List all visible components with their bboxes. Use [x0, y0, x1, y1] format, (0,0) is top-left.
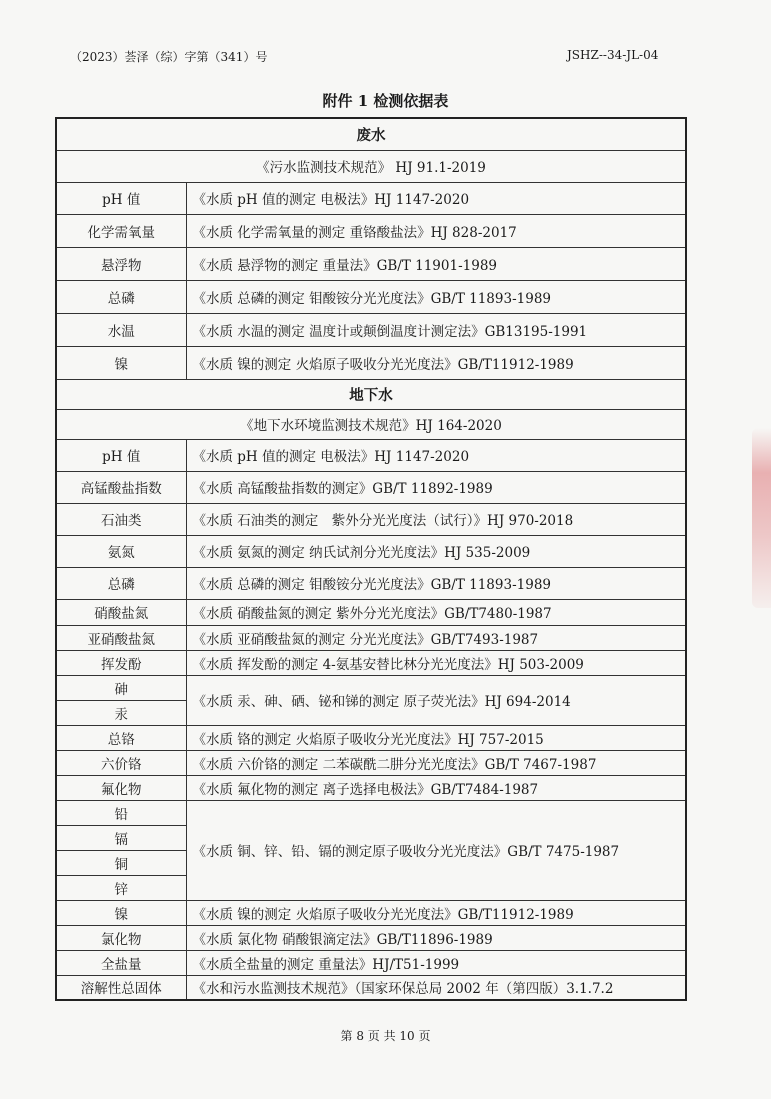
- table-row: [56, 182, 686, 214]
- item-name: pH 值: [56, 439, 186, 471]
- table-row: [56, 800, 686, 825]
- item-name: pH 值: [56, 182, 186, 214]
- method-cell: 《水质 铬的测定 火焰原子吸收分光光度法》HJ 757-2015: [186, 725, 686, 750]
- table-row: [56, 725, 686, 750]
- method-cell: 《水质 水温的测定 温度计或颠倒温度计测定法》GB13195-1991: [186, 313, 686, 346]
- method-cell: 《水质 铜、锌、铅、镉的测定原子吸收分光光度法》GB/T 7475-1987: [186, 800, 686, 900]
- table-row: [56, 503, 686, 535]
- item-name: 铅: [56, 800, 186, 825]
- table-row: [56, 599, 686, 625]
- method-cell: 《水质 镍的测定 火焰原子吸收分光光度法》GB/T11912-1989: [186, 346, 686, 379]
- item-name: 硝酸盐氮: [56, 599, 186, 625]
- table-row: [56, 247, 686, 280]
- table-row: [56, 346, 686, 379]
- method-cell: 《水质 硝酸盐氮的测定 紫外分光光度法》GB/T7480-1987: [186, 599, 686, 625]
- table-row: [56, 214, 686, 247]
- item-name: 砷: [56, 675, 186, 700]
- page-number: 第 8 页 共 10 页: [340, 1029, 431, 1043]
- method-cell: 《水质 悬浮物的测定 重量法》GB/T 11901-1989: [186, 247, 686, 280]
- report-number: （2023）荟泽（综）字第（341）号: [70, 50, 268, 64]
- groundwater-standard: 《地下水环境监测技术规范》HJ 164-2020: [56, 409, 686, 439]
- method-cell: 《水质 高锰酸盐指数的测定》GB/T 11892-1989: [186, 471, 686, 503]
- item-name: 六价铬: [56, 750, 186, 775]
- method-cell: 《水质 氨氮的测定 纳氏试剂分光光度法》HJ 535-2009: [186, 535, 686, 567]
- item-name: 氟化物: [56, 775, 186, 800]
- table-row: [56, 775, 686, 800]
- table-row: [56, 567, 686, 599]
- form-code: JSHZ--34-JL-04: [567, 48, 659, 62]
- method-cell: 《水质 汞、砷、硒、铋和锑的测定 原子荧光法》HJ 694-2014: [186, 675, 686, 725]
- section-title-wastewater: 废水: [56, 118, 686, 150]
- table-row: [56, 439, 686, 471]
- item-name: 溶解性总固体: [56, 975, 186, 1000]
- method-cell: 《水质 化学需氧量的测定 重铬酸盐法》HJ 828-2017: [186, 214, 686, 247]
- method-cell: 《水质 总磷的测定 钼酸铵分光光度法》GB/T 11893-1989: [186, 567, 686, 599]
- page-title: 附件 1 检测依据表: [322, 92, 449, 110]
- method-cell: 《水质 石油类的测定 紫外分光光度法（试行）》HJ 970-2018: [186, 503, 686, 535]
- table-row: [56, 925, 686, 950]
- table-row: [56, 313, 686, 346]
- item-name: 铜: [56, 850, 186, 875]
- item-name: 氨氮: [56, 535, 186, 567]
- method-cell: 《水质 镍的测定 火焰原子吸收分光光度法》GB/T11912-1989: [186, 900, 686, 925]
- item-name: 镍: [56, 346, 186, 379]
- item-name: 镉: [56, 825, 186, 850]
- method-cell: 《水质 氯化物 硝酸银滴定法》GB/T11896-1989: [186, 925, 686, 950]
- table-row: [56, 471, 686, 503]
- table-row: [56, 975, 686, 1000]
- method-cell: 《水质 总磷的测定 钼酸铵分光光度法》GB/T 11893-1989: [186, 280, 686, 313]
- table-row: [56, 650, 686, 675]
- item-name: 石油类: [56, 503, 186, 535]
- seal-stamp: [752, 428, 771, 608]
- item-name: 镍: [56, 900, 186, 925]
- basis-table: [55, 117, 687, 1001]
- table-row: [56, 900, 686, 925]
- method-cell: 《水质全盐量的测定 重量法》HJ/T51-1999: [186, 950, 686, 975]
- item-name: 水温: [56, 313, 186, 346]
- method-cell: 《水质 六价铬的测定 二苯碳酰二肼分光光度法》GB/T 7467-1987: [186, 750, 686, 775]
- item-name: 高锰酸盐指数: [56, 471, 186, 503]
- item-name: 化学需氧量: [56, 214, 186, 247]
- item-name: 总磷: [56, 567, 186, 599]
- table-row: [56, 675, 686, 700]
- method-cell: 《水质 pH 值的测定 电极法》HJ 1147-2020: [186, 182, 686, 214]
- method-cell: 《水和污水监测技术规范》（国家环保总局 2002 年（第四版）3.1.7.2: [186, 975, 686, 1000]
- item-name: 挥发酚: [56, 650, 186, 675]
- method-cell: 《水质 亚硝酸盐氮的测定 分光光度法》GB/T7493-1987: [186, 625, 686, 650]
- table-row: [56, 750, 686, 775]
- section-title-groundwater: 地下水: [56, 379, 686, 409]
- item-name: 总磷: [56, 280, 186, 313]
- item-name: 氯化物: [56, 925, 186, 950]
- item-name: 亚硝酸盐氮: [56, 625, 186, 650]
- wastewater-standard: 《污水监测技术规范》 HJ 91.1-2019: [56, 150, 686, 182]
- method-cell: 《水质 氟化物的测定 离子选择电极法》GB/T7484-1987: [186, 775, 686, 800]
- item-name: 汞: [56, 700, 186, 725]
- item-name: 总铬: [56, 725, 186, 750]
- method-cell: 《水质 pH 值的测定 电极法》HJ 1147-2020: [186, 439, 686, 471]
- item-name: 锌: [56, 875, 186, 900]
- table-row: [56, 535, 686, 567]
- table-row: [56, 950, 686, 975]
- table-row: [56, 625, 686, 650]
- method-cell: 《水质 挥发酚的测定 4-氨基安替比林分光光度法》HJ 503-2009: [186, 650, 686, 675]
- item-name: 全盐量: [56, 950, 186, 975]
- item-name: 悬浮物: [56, 247, 186, 280]
- table-row: [56, 280, 686, 313]
